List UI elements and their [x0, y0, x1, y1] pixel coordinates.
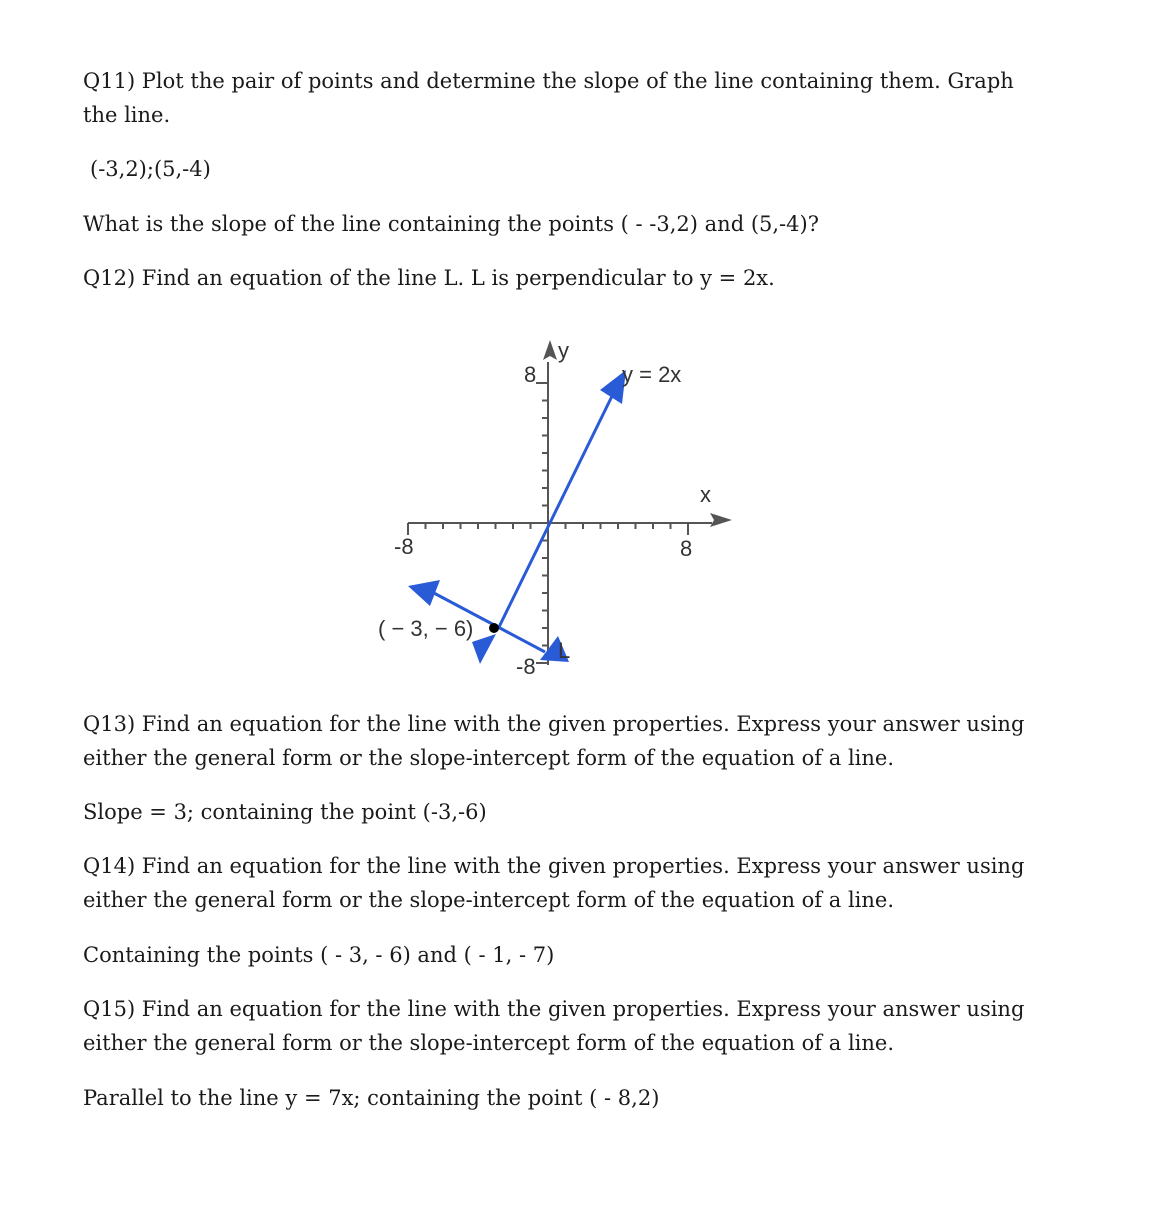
q11-prompt: Q11) Plot the pair of points and determine the slope of the line containing them. Graph the line.: [83, 69, 1014, 127]
q11-points: (-3,2);(5,-4): [90, 157, 211, 181]
perpendicular-lines-graph: [360, 330, 740, 690]
line-L-label: L: [558, 638, 571, 663]
q14-given: Containing the points ( - 3, - 6) and ( - 1, - 7): [83, 943, 555, 967]
y-tick-bottom-label: -8: [516, 654, 536, 679]
point-label: ( − 3, − 6): [378, 616, 474, 641]
q15-prompt: Q15) Find an equation for the line with the given properties. Express your answer using either the general form or the slope-intercept form of the equation of a line.: [83, 997, 1025, 1055]
x-axis-arrow-icon: [710, 513, 732, 527]
line-y-equals-2x: [499, 390, 615, 627]
q13-prompt: Q13) Find an equation for the line with the given properties. Express your answer using either the general form or the slope-intercept form of the equation of a line.: [83, 712, 1025, 770]
q15-given: Parallel to the line y = 7x; containing the point ( - 8,2): [83, 1086, 660, 1110]
x-tick-left-label: -8: [394, 534, 414, 559]
y-tick-top-label: 8: [524, 362, 537, 387]
q12-prompt: Q12) Find an equation of the line L. L is perpendicular to y = 2x.: [83, 266, 775, 290]
point-marker: [489, 623, 499, 633]
x-tick-right-label: 8: [680, 536, 693, 561]
y-axis-arrow-icon: [543, 340, 557, 360]
line-L-lower-arrow-icon: [472, 634, 496, 664]
y-axis-label: y: [558, 338, 569, 363]
q14-prompt: Q14) Find an equation for the line with the given properties. Express your answer using either the general form or the slope-intercept form of the equation of a line.: [83, 854, 1025, 912]
line-equation-label: y = 2x: [622, 362, 682, 387]
q13-given: Slope = 3; containing the point (-3,-6): [83, 800, 487, 824]
x-axis-label: x: [700, 482, 711, 507]
q11-question: What is the slope of the line containing the points ( - -3,2) and (5,-4)?: [83, 212, 819, 236]
